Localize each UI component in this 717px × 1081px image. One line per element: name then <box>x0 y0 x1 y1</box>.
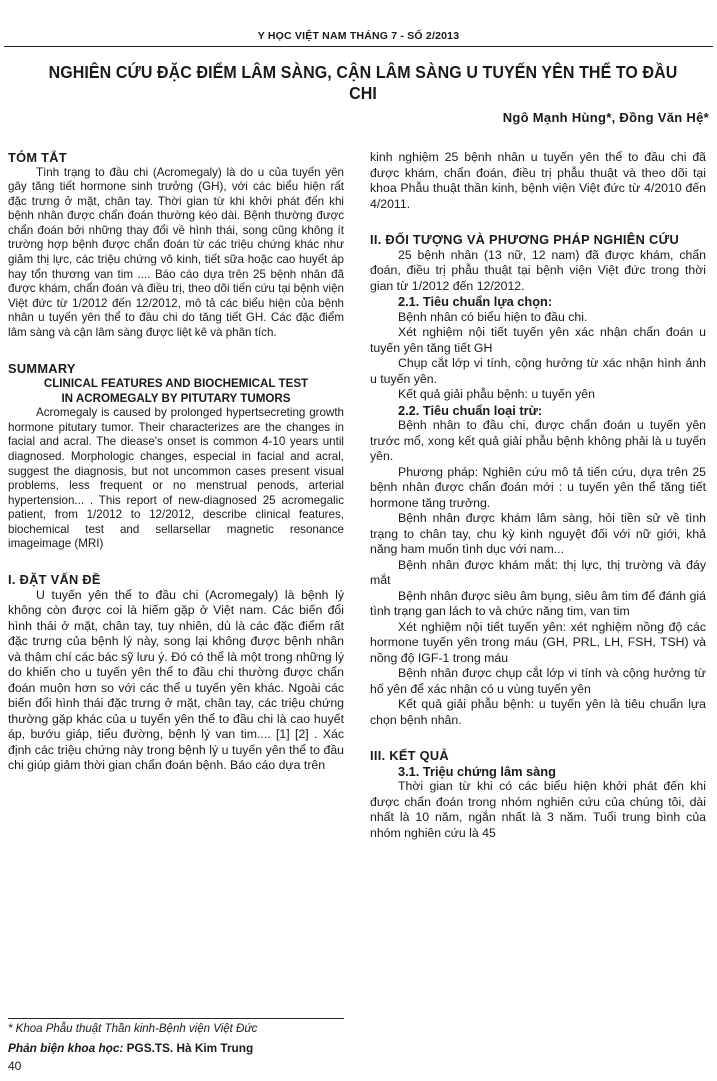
summary-text: Acromegaly is caused by prolonged hypertsecreting growth hormone pitutary tumor. Their characterizes are the changes in facial and acral. The diease's onset is common 4-10 years until diagnosed. Morphologic changes, especial in facial and acral, suggest the diagnosis, but not uncommon cases present visual problems, less frequent or no menstrual penods, arterial hypertension... . This report of new-diagnosed 25 acromegalic patient, from 1/2012 to 12/2012, describe clinical features, biochemical test and sellarsellar magnetic resonance imageimage (MRI) <box>8 406 344 551</box>
exclusion-item: Bệnh nhân được siêu âm bụng, siêu âm tim để đánh giá tình trạng gan lách to và chức năng tim, van tim <box>370 588 706 618</box>
inclusion-heading: 2.1. Tiêu chuẩn lựa chọn: <box>398 294 553 309</box>
summary-title-line1: CLINICAL FEATURES AND BIOCHEMICAL TEST <box>43 377 309 391</box>
inclusion-item: Kết quả giải phẫu bệnh: u tuyến yên <box>398 387 595 401</box>
footnote-rule <box>8 1018 344 1019</box>
intro-heading: I. ĐẶT VẤN ĐỀ <box>8 572 101 588</box>
exclusion-item: Bệnh nhân được khám mắt: thị lực, thị trường và đáy mắt <box>370 557 706 587</box>
summary-title-line2: IN ACROMEGALY BY PITUTARY TUMORS <box>61 392 291 406</box>
inclusion-item: Bệnh nhân có biểu hiện to đầu chi. <box>398 309 588 324</box>
journal-header: Y HỌC VIỆT NAM THÁNG 7 - SỐ 2/2013 <box>257 30 460 42</box>
exclusion-item: Kết quả giải phẫu bệnh: u tuyến yên là tiêu chuẩn lựa chọn bệnh nhân. <box>370 697 706 727</box>
left-column <box>8 150 344 774</box>
results-subheading: 3.1. Triệu chứng lâm sàng <box>398 763 556 779</box>
authors: Ngô Mạnh Hùng*, Đồng Văn Hệ* <box>502 110 709 125</box>
exclusion-heading: 2.2. Tiêu chuẩn loại trừ: <box>398 402 543 418</box>
exclusion-item: Bệnh nhân to đầu chi, được chẩn đoán u tuyến yên trước mổ, xong kết quả giải phẫu bệnh không phải là u tuyến yên. <box>370 418 706 463</box>
intro-text: U tuyến yên thể to đầu chi (Acromegaly) là bệnh lý không còn được coi là hiếm gặp ở Việt nam. Các biến đổi hình thái ở mặt, chân tay, tuy nhiên, dù là các đặc điểm rất đặc trưng của bệnh lý này, song lại không được bệnh nhân và thậm chí các bác sỹ lưu ý. Đó có thể là một trong những lý do khiến cho u tuyến yên thể to đầu chi thường được chẩn đoán muộn hơn so với các thể u tuyến yên khác. Ngoài các biến đổi hình thái đặc trưng ở mặt, chân tay, các triệu chứng thường gặp khác của u tuyến yên thể to đầu chi là cao huyết áp, bướu giáp, tiểu đường, bệnh lý van tim.... [1] [2] . Xác định các triệu chứng này trong bệnh lý u tuyến yên thể to đầu chi giúp giảm thời gian chẩn đoán bệnh. Báo cáo dựa trên <box>8 587 344 773</box>
article-title: NGHIÊN CỨU ĐẶC ĐIỂM LÂM SÀNG, CẬN LÂM SÀNG U TUYẾN YÊN THỂ TO ĐẦU CHI <box>48 62 678 103</box>
abstract-heading: TÓM TẮT <box>8 150 67 165</box>
results-text: Thời gian từ khi có các biểu hiện khởi phát đến khi được chẩn đoán trong nhóm nghiên cứu của chúng tôi, dài nhất là 10 năm, ngắn nhất là 3 năm. Tuổi trung bình của nhóm nghiên cứu là 45 <box>370 779 706 840</box>
reviewer-name: PGS.TS. Hà Kim Trung <box>126 1041 254 1055</box>
intro-continuation: kinh nghiệm 25 bệnh nhân u tuyến yên thể to đầu chi đã được khám, chẩn đoán, điều trị phẫu thuật và theo dõi tại khoa Phẫu thuật thần kinh, bệnh viện Việt đức từ 4/2010 đến 4/2011. <box>370 150 706 211</box>
footnote-reviewer <box>8 1041 253 1055</box>
exclusion-item: Xét nghiệm nội tiết tuyến yên: xét nghiệm nồng độ các hormone tuyến yên trong máu (GH, PRL, LH, FSH, TSH) và nồng độ IGF-1 trong máu <box>370 619 706 665</box>
summary-heading: SUMMARY <box>8 360 76 376</box>
right-column <box>370 150 706 841</box>
exclusion-item: Phương pháp: Nghiên cứu mô tả tiến cứu, dựa trên 25 bệnh nhân được chẩn đoán mới : u tuyến yên thể tăng tiết hormone tăng trưởng. <box>370 464 706 510</box>
abstract-text: Tình trạng to đầu chi (Acromegaly) là do u của tuyến yên gây tăng tiết hormone sinh trưởng (GH), với các biểu hiện rất đặc trưng ở mặt, chân tay. Thời gian từ khi khởi phát đến khi bệnh nhân được chẩn đoán thường kéo dài. Bệnh thường được chẩn đoán bởi những thay đổi về hình thái, song cũng không ít trường hợp bệnh được chẩn đoán từ các triệu chứng khác như giảm thị lực, các triệu chứng vô kinh, tiết sữa hoặc cao huyết áp hay tổn thương van tim .... Báo cáo dựa trên 25 bệnh nhân đã được khám, chẩn đoán và điều trị, theo dõi tiến cứu tại bệnh viện Việt đức từ 1/2012 đến 12/2012, mô tả các biểu hiện của bệnh nhân u tuyến yên thể to đầu chi do tăng tiết GH. Các đặc điểm lâm sàng và cận lâm sàng được liệt kê và phân tích. <box>8 165 344 340</box>
exclusion-item: Bệnh nhân được khám lâm sàng, hỏi tiền sử về tình trạng to chân tay, chu kỳ kinh nguyệt đối với nữ giới, khả năng ham muốn tình dục với nam... <box>370 511 706 556</box>
methods-heading: II. ĐỐI TƯỢNG VÀ PHƯƠNG PHÁP NGHIÊN CỨU <box>370 232 680 247</box>
results-heading: III. KẾT QUẢ <box>370 748 449 763</box>
inclusion-item: Chụp cắt lớp vi tính, cộng hưởng từ xác nhận hình ảnh u tuyến yên. <box>370 356 706 386</box>
inclusion-item: Xét nghiệm nội tiết tuyến yên xác nhận chẩn đoán u tuyến yên tăng tiết GH <box>370 325 706 355</box>
page-number: 40 <box>8 1059 22 1073</box>
methods-intro: 25 bệnh nhân (13 nữ, 12 nam) đã được khám, chẩn đoán, điều trị phẫu thuật tại bệnh viện Việt đức trong thời gian từ 1/2012 đến 12/2012. <box>370 247 706 293</box>
reviewer-label: Phản biện khoa học: <box>8 1041 124 1055</box>
footnote-affiliation: * Khoa Phẫu thuật Thần kinh-Bệnh viện Việt Đức <box>8 1023 258 1035</box>
exclusion-item: Bệnh nhân được chụp cắt lớp vi tính và cộng hưởng từ hố yên để xác nhận có u vùng tuyến yên <box>370 666 706 696</box>
header-rule <box>4 46 713 47</box>
